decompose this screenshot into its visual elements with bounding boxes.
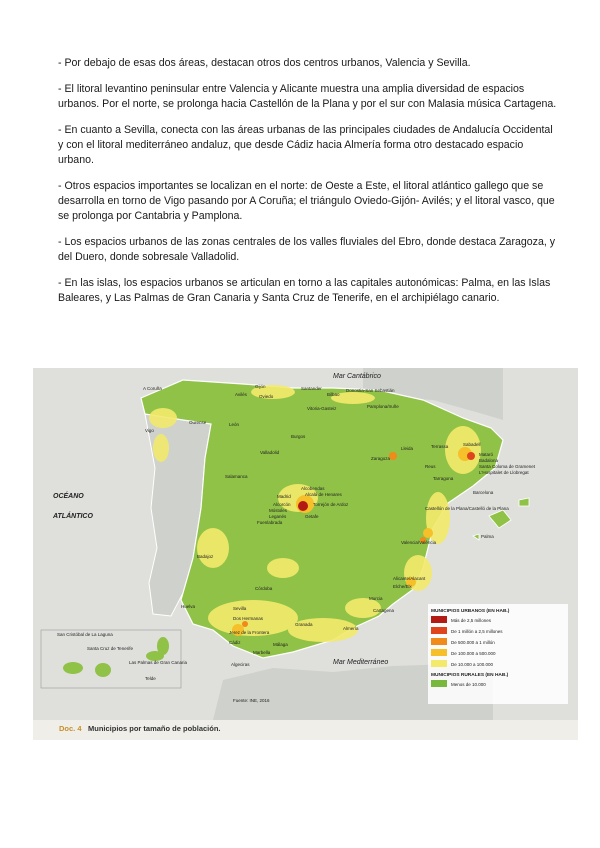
legend-swatch: [431, 616, 447, 623]
city-label: Palma: [481, 534, 494, 539]
city-label: Sevilla: [233, 606, 247, 611]
paragraph-2: - El litoral levantino peninsular entre Valencia y Alicante muestra una amplia diversidad de espacios urbanos. Por el norte, se prolonga hacia Castellón de la Plana y por el sur con Malasia música Cartagena.: [58, 83, 557, 110]
zaragoza-marker: [389, 452, 397, 460]
city-label: Santander: [301, 386, 322, 391]
city-label: Alicante/Alacant: [393, 576, 426, 581]
city-label: Almería: [343, 626, 359, 631]
legend-title-urban: MUNICIPIOS URBANOS (EN HAB.): [431, 609, 510, 614]
legend-swatch: [431, 680, 447, 687]
city-label: Burgos: [291, 434, 306, 439]
city-label: Cartagena: [373, 608, 395, 613]
city-label: Santa Cruz de Tenerife: [87, 646, 133, 651]
city-label: Cádiz: [229, 640, 241, 645]
city-label: San Cristóbal de La Laguna: [57, 632, 113, 637]
city-label: Alcobendas: [301, 486, 325, 491]
city-label: Tarragona: [433, 476, 454, 481]
city-label: Salamanca: [225, 474, 248, 479]
city-label: Valencia/València: [401, 540, 437, 545]
paragraph-3: - En cuanto a Sevilla, conecta con las áreas urbanas de las principales ciudades de Andalucía Occidental y con el litoral mediterráneo andaluz, que desde Cádiz hacia Almería forma otro destacado espacio urbano.: [58, 124, 553, 166]
city-label: Castellón de la Plana/Castelló de la Plana: [425, 506, 509, 511]
city-label: Badajoz: [197, 554, 214, 559]
oceano-label: OCÉANO: [53, 493, 84, 500]
city-label: Lleida: [401, 446, 414, 451]
legend-label: De 500.000 a 1 millón: [451, 640, 495, 645]
city-label: Donostia-San Sebastián: [346, 388, 395, 393]
city-label: Getafe: [305, 514, 319, 519]
map-svg: [33, 368, 578, 720]
sevilla-marker: [242, 621, 248, 627]
city-label: Gijón: [255, 384, 266, 389]
city-label: Las Palmas de Gran Canaria: [129, 660, 188, 665]
city-label: Santa Coloma de Gramenet: [479, 464, 536, 469]
city-label: Vitoria-Gasteiz: [307, 406, 337, 411]
city-label: Mataró: [479, 452, 494, 457]
caption-doc-label: Doc. 4: [59, 724, 82, 733]
paragraph-6: - En las islas, los espacios urbanos se articulan en torno a las capitales autonómicas: Palma, en las Islas Baleares, y Las Palmas de Gran Canaria y Santa Cruz de Tenerife, en el archipiélago canario.: [58, 277, 551, 304]
city-label: Valladolid: [260, 450, 280, 455]
legend-swatch: [431, 649, 447, 656]
city-label: Jerez de la Frontera: [229, 630, 270, 635]
city-label: Elche/Elx: [393, 584, 412, 589]
city-label: Oviedo: [259, 394, 274, 399]
madrid-marker: [298, 501, 308, 511]
map-caption: [33, 720, 578, 740]
legend: [428, 604, 568, 704]
city-label: L'Hospitalet de Llobregat: [479, 470, 529, 475]
city-label: Torrejón de Ardoz: [313, 502, 349, 507]
legend-label: Menos de 10.000: [451, 682, 486, 687]
city-label: Móstoles: [269, 508, 288, 513]
city-label: A Coruña: [143, 386, 162, 391]
city-label: Bilbao: [327, 392, 340, 397]
caption-title: Municipios por tamaño de población.: [88, 724, 221, 733]
map-credit: Fuente: INE, 2016: [233, 698, 270, 703]
atlantico-label: ATLÁNTICO: [53, 513, 93, 520]
cantabrico-label: Mar Cantábrico: [333, 373, 381, 380]
city-label: Málaga: [273, 642, 288, 647]
city-label: Ourense: [189, 420, 207, 425]
mediterraneo-label: Mar Mediterráneo: [333, 659, 389, 666]
legend-label: De 10.000 a 100.000: [451, 662, 494, 667]
legend-label: De 100.000 a 500.000: [451, 651, 496, 656]
city-label: Badalona: [479, 458, 499, 463]
city-label: Alcorcón: [273, 502, 291, 507]
population-map: [33, 368, 578, 740]
city-label: Fuenlabrada: [257, 520, 283, 525]
legend-label: De 1 millón a 2,5 millones: [451, 629, 503, 634]
legend-swatch: [431, 660, 447, 667]
city-label: Granada: [295, 622, 313, 627]
text-block: [58, 56, 558, 317]
city-label: Huelva: [181, 604, 196, 609]
city-label: Avilés: [235, 392, 247, 397]
city-label: Córdoba: [255, 586, 273, 591]
city-label: Leganés: [269, 514, 287, 519]
city-label: Alcalá de Henares: [305, 492, 342, 497]
paragraph-1: - Por debajo de esas dos áreas, destacan otros dos centros urbanos, Valencia y Sevilla.: [58, 57, 471, 69]
legend-title-rural: MUNICIPIOS RURALES (EN HAB.): [431, 673, 509, 678]
city-label: Algeciras: [231, 662, 250, 667]
city-label: Sabadell: [463, 442, 481, 447]
city-label: Terrassa: [431, 444, 449, 449]
paragraph-4: - Otros espacios importantes se localizan en el norte: de Oeste a Este, el litoral atlántico gallego que se desarrolla en torno de Vigo pasando por A Coruña; el triángulo Oviedo-Gijón- Avilés; y el litoral vasco, que se prolonga por Cantabria y Pamplona.: [58, 180, 555, 222]
city-label: Dos Hermanas: [233, 616, 264, 621]
city-label: Murcia: [369, 596, 383, 601]
barcelona-marker: [467, 452, 475, 460]
city-label: Reus: [425, 464, 436, 469]
legend-label: Más de 2,5 millones: [451, 618, 492, 623]
city-label: Pamplona/Iruñe: [367, 404, 399, 409]
legend-swatch: [431, 627, 447, 634]
city-label: Barcelona: [473, 490, 494, 495]
city-label: Zaragoza: [371, 456, 391, 461]
city-label: Vigo: [145, 428, 154, 433]
city-label: Madrid: [277, 494, 291, 499]
city-label: Telde: [145, 676, 156, 681]
city-label: León: [229, 422, 240, 427]
legend-swatch: [431, 638, 447, 645]
paragraph-5: - Los espacios urbanos de las zonas centrales de los valles fluviales del Ebro, donde destaca Zaragoza, y del Duero, donde sobresale Valladolid.: [58, 236, 556, 263]
city-label: Marbella: [253, 650, 271, 655]
